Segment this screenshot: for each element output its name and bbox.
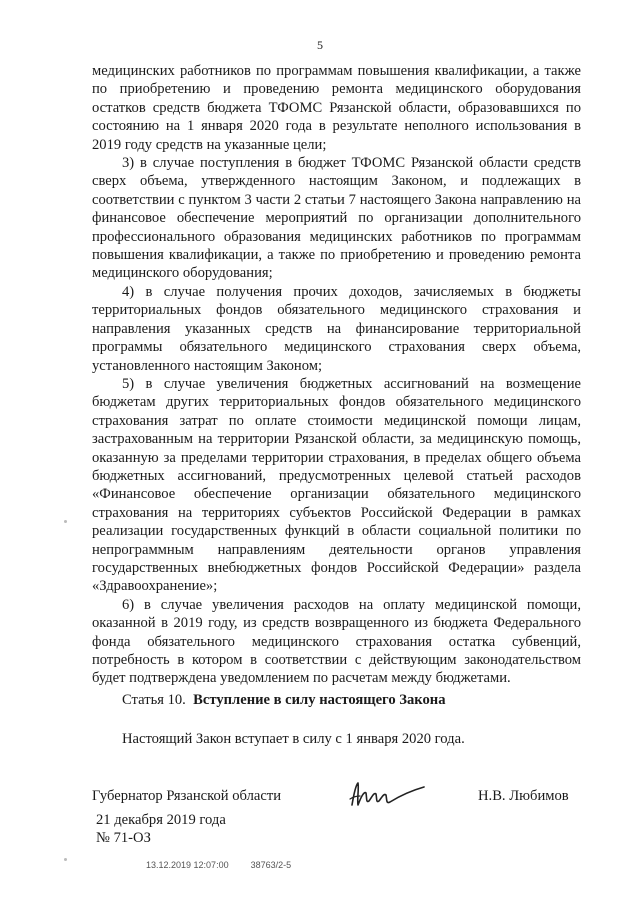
paragraph: 5) в случае увеличения бюджетных ассигнований на возмещение бюджетам других территориальных фондов обязательного медицинского страхования затрат по оплате стоимости медицинской помощи лицам, застрахованным на территории Рязанской области, за медицинскую помощь, оказанную за пределами территории страхования, в пределах общего объема бюджетных ассигнований, предусмотренных целевой статьей расходов «Финансовое обеспечение организации обязательного медицинского страхования на территориях субъектов Российской Федерации в рамках реализации государственных функций в области социальной политики по непрограммным направлениям деятельности органов управления государственных внебюджетных фондов Российской Федерации» раздела «Здравоохранение»; bbox=[92, 375, 581, 595]
signatory-position: Губернатор Рязанской области bbox=[92, 788, 282, 804]
paragraph: медицинских работников по программам повышения квалификации, а также по приобретению и проведению ремонта медицинского оборудования остатков средств бюджета ТФОМС Рязанской области, образовавшихся по состоянию на 1 января 2020 года в результате неполного использования в 2019 году средств на указанные цели; bbox=[92, 63, 581, 153]
stamp-timestamp: 13.12.2019 12:07:00 bbox=[146, 860, 229, 870]
body-text bbox=[92, 62, 581, 688]
page-number: 5 bbox=[317, 38, 323, 52]
registration-stamp bbox=[146, 860, 291, 870]
paragraph: 4) в случае получения прочих доходов, зачисляемых в бюджеты территориальных фондов обязательного медицинского страхования и направления указанных средств на финансирование территориальной программы обязательного медицинского страхования сверх объема, установленного настоящим Законом; bbox=[92, 283, 581, 374]
article-title: Вступление в силу настоящего Закона bbox=[193, 692, 446, 708]
article-label: Статья 10. bbox=[122, 692, 186, 708]
scan-mark bbox=[64, 520, 67, 523]
paragraph: 3) в случае поступления в бюджет ТФОМС Рязанской области средств сверх объема, утвержденного настоящим Законом, и подлежащих в соответствии с пунктом 3 части 2 статьи 7 настоящего Закона направлению на финансовое обеспечение мероприятий по организации дополнительного профессионального образования медицинских работников по программам повышения квалификации, а также по приобретению и проведению ремонта медицинского оборудования; bbox=[92, 155, 581, 282]
article-heading bbox=[122, 692, 446, 709]
effect-clause: Настоящий Закон вступает в силу с 1 января 2020 года. bbox=[122, 731, 465, 747]
handwritten-signature bbox=[348, 775, 448, 815]
scan-mark bbox=[64, 858, 67, 861]
signing-date: 21 декабря 2019 года bbox=[96, 812, 226, 828]
stamp-code: 38763/2-5 bbox=[250, 860, 292, 870]
law-number: № 71-ОЗ bbox=[96, 830, 151, 846]
signatory-name: Н.В. Любимов bbox=[478, 788, 569, 804]
paragraph: 6) в случае увеличения расходов на оплату медицинской помощи, оказанной в 2019 году, из средств возвращенного из бюджета Федерального фонда обязательного медицинского страхования остатка субвенций, потребность в котором в соответствии с действующим законодательством будет подтверждена уведомлением по расчетам между бюджетами. bbox=[92, 596, 581, 687]
